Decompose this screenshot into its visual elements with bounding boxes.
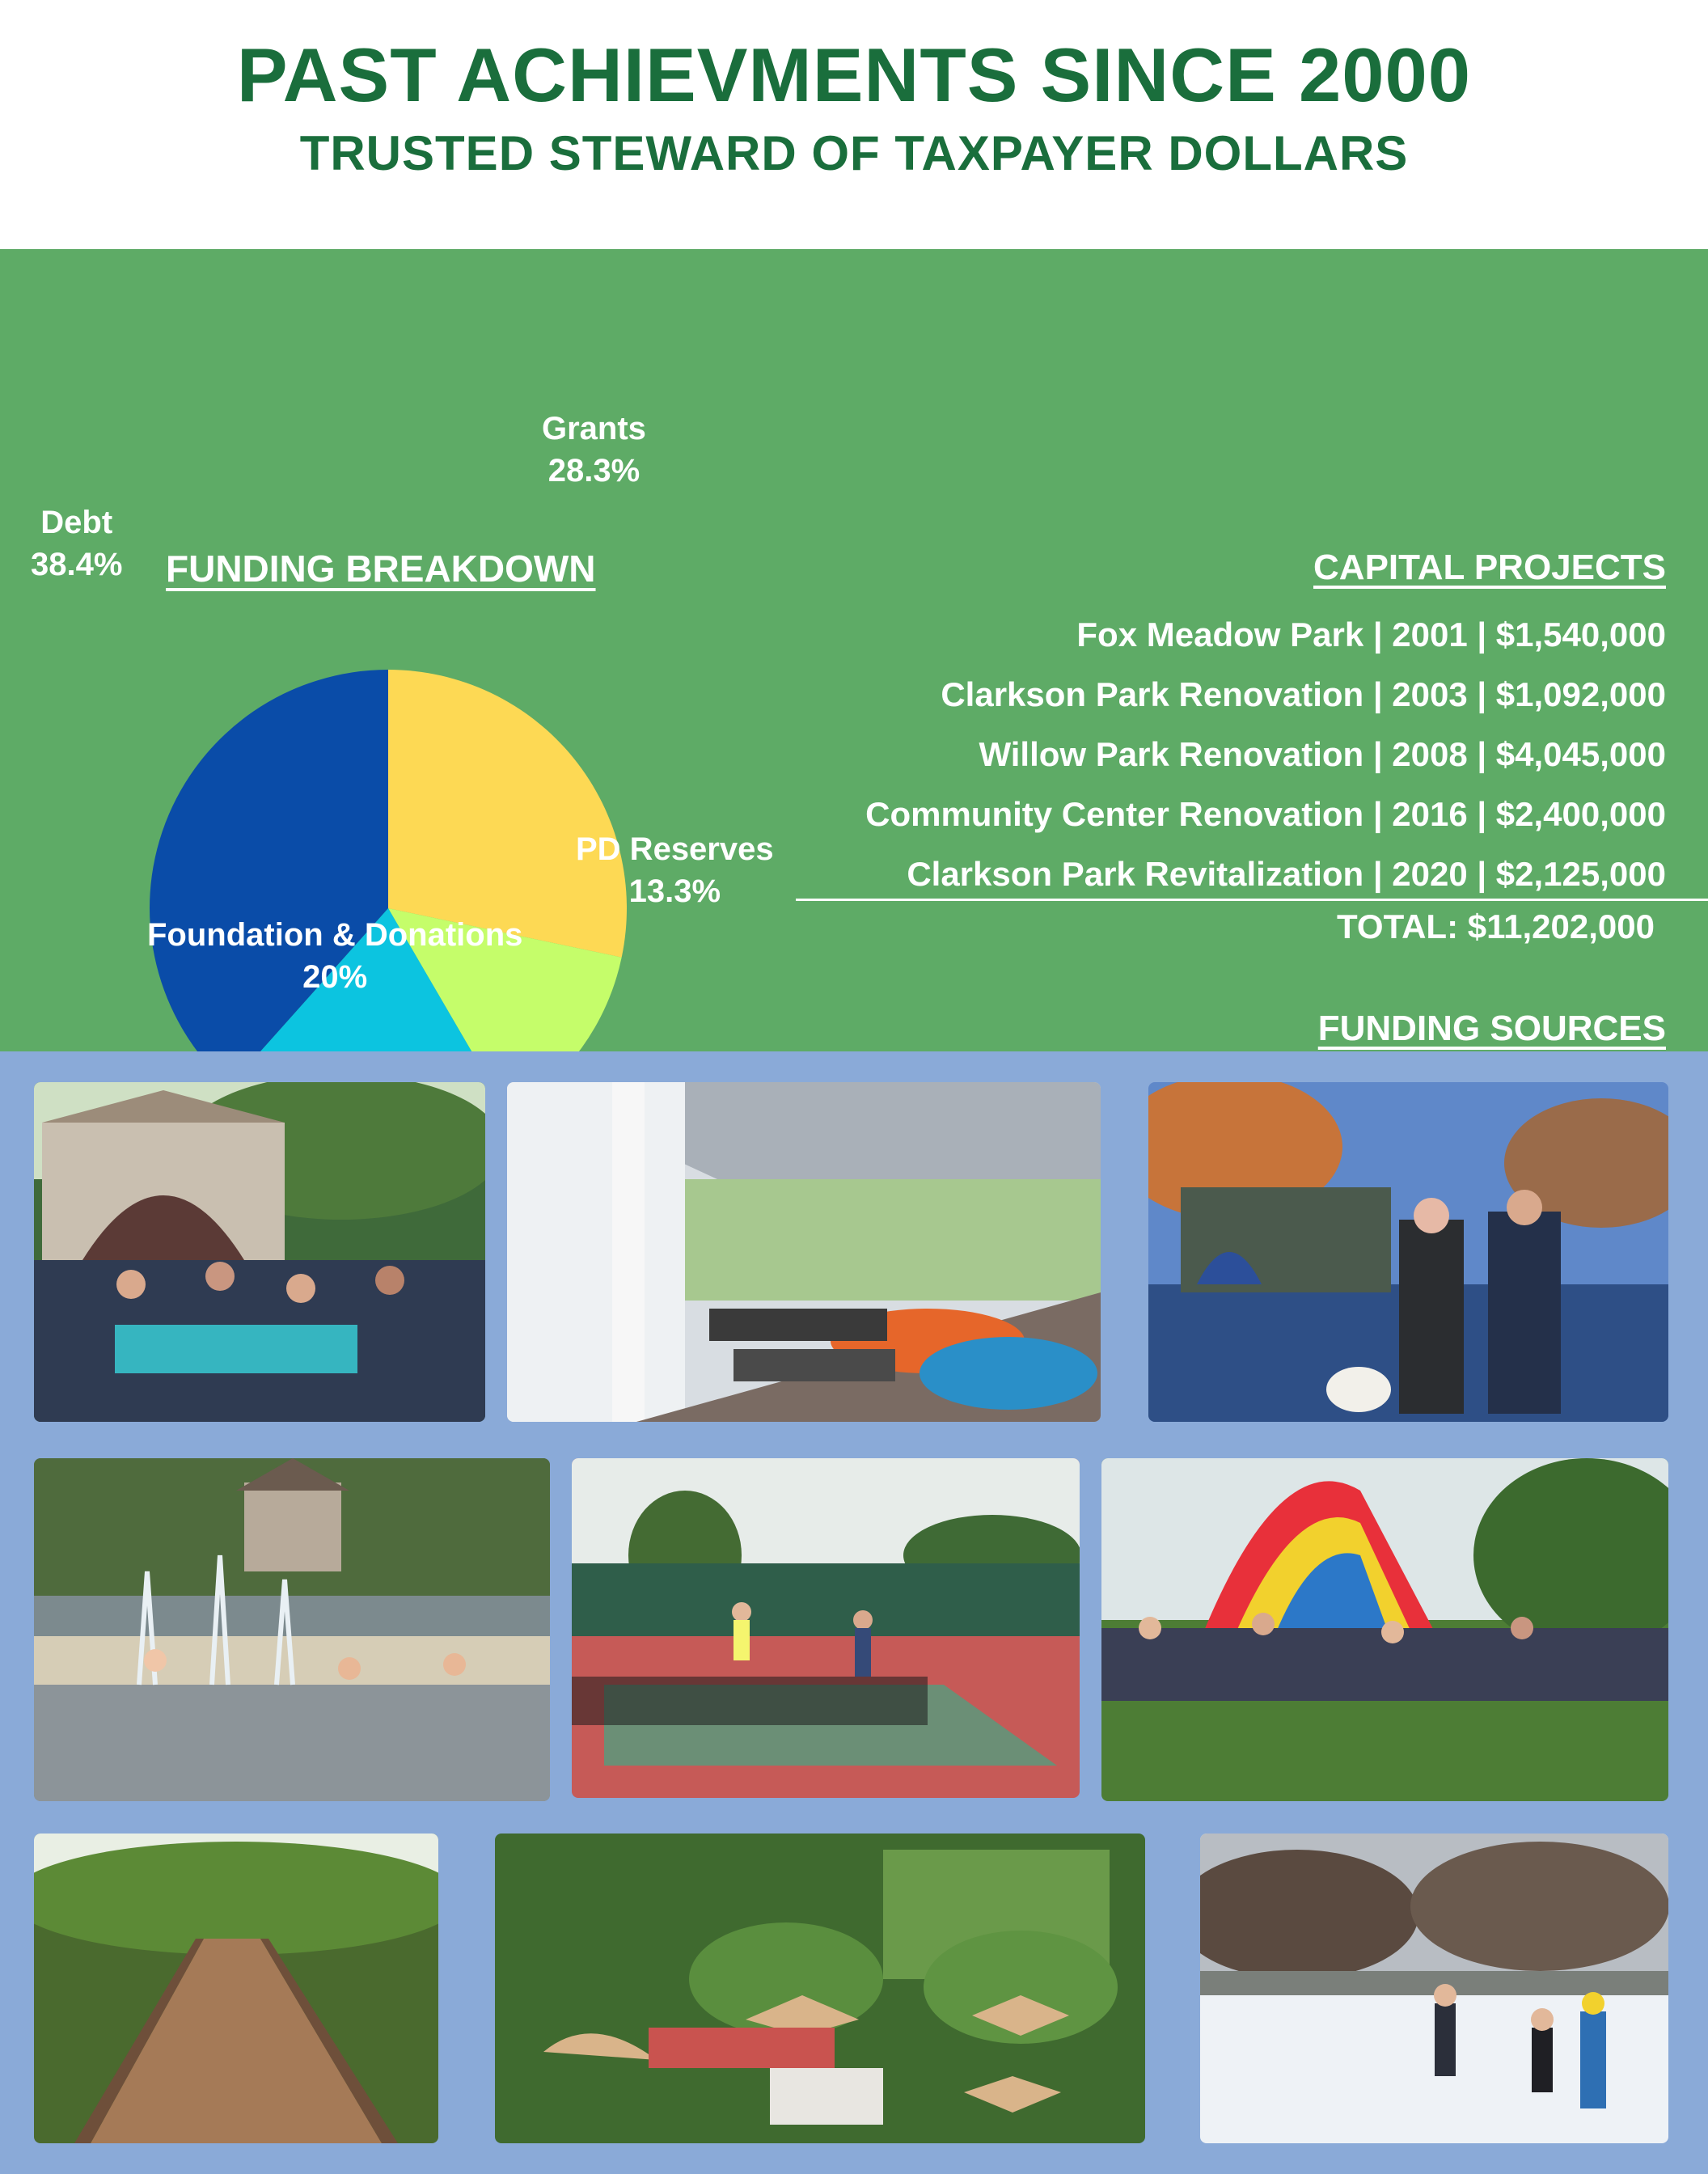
pie-label-foundation-name: Foundation & Donations: [147, 917, 523, 953]
pie-label-foundation: [147, 914, 522, 998]
pie-label-debt: [31, 501, 122, 586]
photo-field-day: [1101, 1458, 1668, 1801]
capital-projects-heading: CAPITAL PROJECTS: [1313, 548, 1666, 587]
capital-project-item: Fox Meadow Park | 2001 | $1,540,000: [1076, 615, 1666, 653]
capital-project-item: Clarkson Park Revitalization | 2020 | $2,125,000: [907, 855, 1666, 893]
pie-label-debt-name: Debt: [40, 505, 113, 540]
header: [0, 0, 1708, 249]
photo-fitness-center: [507, 1082, 1101, 1422]
funding-panel: [0, 249, 1708, 1051]
funding-sources-heading: FUNDING SOURCES: [1317, 1009, 1666, 1048]
capital-project-item: Willow Park Renovation | 2008 | $4,045,000: [979, 735, 1666, 773]
page-title: PAST ACHIEVMENTS SINCE 2000: [236, 32, 1472, 117]
pie-label-pd-reserves-name: PD Reserves: [576, 831, 774, 867]
pie-label-grants-name: Grants: [542, 411, 646, 446]
photo-playground: [1148, 1082, 1668, 1422]
photo-gallery: [0, 1051, 1708, 2174]
photo-pickleball-courts: [572, 1458, 1080, 1798]
photo-community-event: [34, 1082, 485, 1422]
photo-aerial-fields: [495, 1834, 1145, 2143]
photo-boardwalk: [34, 1834, 438, 2143]
pie-label-pd-reserves-value: 13.3%: [628, 873, 721, 909]
page-subtitle: TRUSTED STEWARD OF TAXPAYER DOLLARS: [299, 126, 1409, 180]
pie-label-grants: [542, 408, 646, 492]
pie-label-debt-value: 38.4%: [31, 547, 123, 582]
pie-label-grants-value: 28.3%: [547, 453, 640, 489]
capital-projects-list: [736, 605, 1666, 904]
total-divider: [796, 899, 1708, 901]
capital-project-item: Community Center Renovation | 2016 | $2,400,000: [865, 795, 1666, 833]
photo-ice-skating: [1200, 1834, 1668, 2143]
capital-projects-total: TOTAL: $11,202,000: [1337, 907, 1655, 945]
photo-splash-pad: [34, 1458, 550, 1801]
pie-label-foundation-value: 20%: [302, 959, 368, 995]
funding-breakdown-heading: FUNDING BREAKDOWN: [166, 548, 596, 590]
capital-project-item: Clarkson Park Renovation | 2003 | $1,092,000: [941, 675, 1666, 713]
